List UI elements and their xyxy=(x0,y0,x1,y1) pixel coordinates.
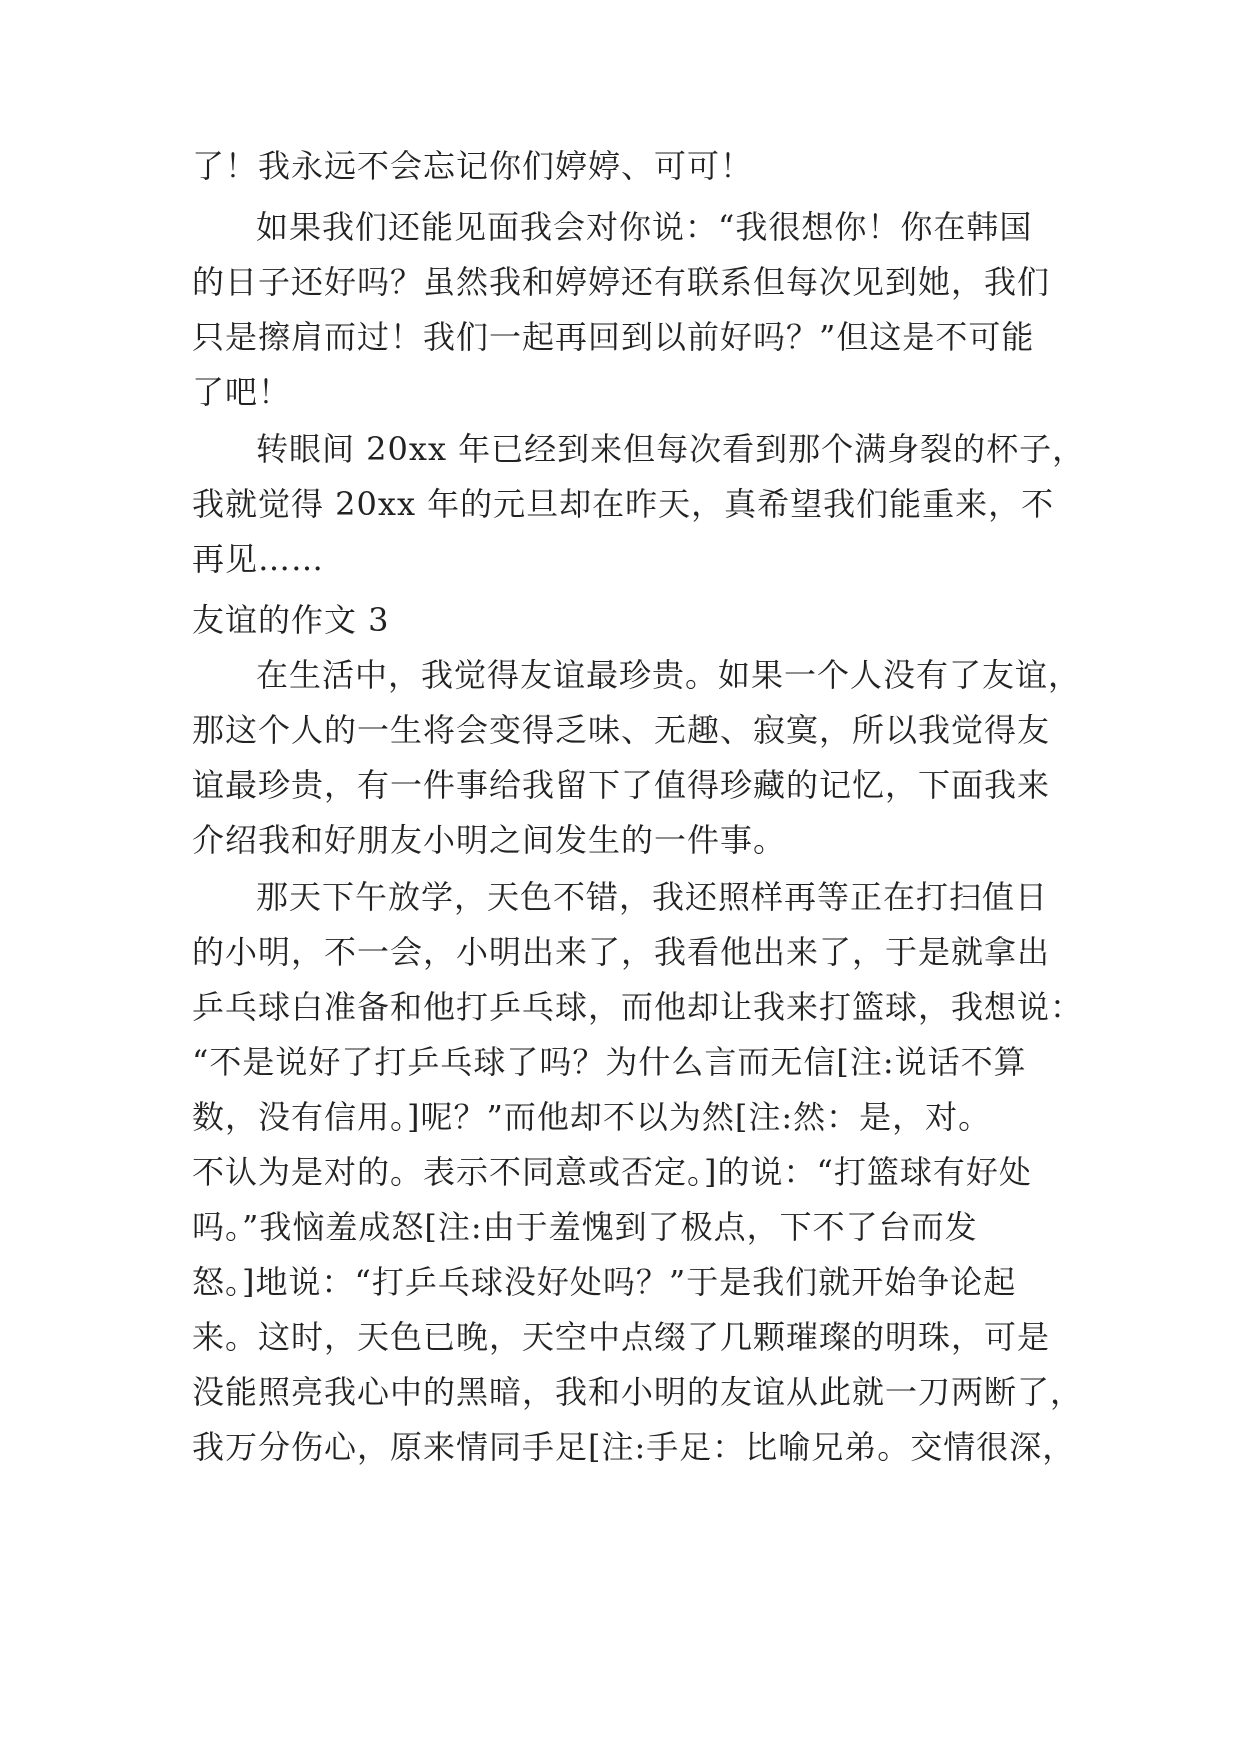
text-line: 怒。]地说：“打乒乓球没好处吗？”于是我们就开始争论起 xyxy=(192,1263,1017,1301)
text-line: 没能照亮我心中的黑暗，我和小明的友谊从此就一刀两断了， xyxy=(192,1373,1084,1411)
text-line: 那这个人的一生将会变得乏味、无趣、寂寞，所以我觉得友 xyxy=(192,711,1051,749)
text-line: 了吧！ xyxy=(192,373,292,411)
text-line: 介绍我和好朋友小明之间发生的一件事。 xyxy=(192,821,787,859)
text-line: 不认为是对的。表示不同意或否定。]的说：“打篮球有好处 xyxy=(192,1153,1032,1191)
text-line: 谊最珍贵，有一件事给我留下了值得珍藏的记忆，下面我来 xyxy=(192,766,1051,804)
text-line: 转眼间 20xx 年已经到来但每次看到那个满身裂的杯子， xyxy=(256,430,1086,468)
text-line: “不是说好了打乒乓球了吗？为什么言而无信[注:说话不算 xyxy=(192,1043,1027,1081)
text-line: 的小明，不一会，小明出来了，我看他出来了，于是就拿出 xyxy=(192,933,1051,971)
text-line: 我万分伤心，原来情同手足[注:手足：比喻兄弟。交情很深， xyxy=(192,1428,1076,1466)
text-line: 如果我们还能见面我会对你说：“我很想你！你在韩国 xyxy=(256,208,1033,246)
text-line: 的日子还好吗？虽然我和婷婷还有联系但每次见到她，我们 xyxy=(192,263,1051,301)
text-line: 乒乓球白准备和他打乒乓球，而他却让我来打篮球，我想说： xyxy=(192,988,1084,1026)
text-line: 吗。”我恼羞成怒[注:由于羞愧到了极点，下不了台而发 xyxy=(192,1208,978,1246)
text-line: 在生活中，我觉得友谊最珍贵。如果一个人没有了友谊， xyxy=(256,656,1082,694)
text-line: 再见…… xyxy=(192,540,325,578)
text-line: 来。这时，天色已晚，天空中点缀了几颗璀璨的明珠，可是 xyxy=(192,1318,1051,1356)
section-heading: 友谊的作文 3 xyxy=(192,601,390,639)
text-line: 数，没有信用。]呢？”而他却不以为然[注:然：是，对。 xyxy=(192,1098,992,1136)
text-line: 只是擦肩而过！我们一起再回到以前好吗？”但这是不可能 xyxy=(192,318,1035,356)
text-line: 那天下午放学，天色不错，我还照样再等正在打扫值日 xyxy=(256,878,1049,916)
text-line: 我就觉得 20xx 年的元旦却在昨天，真希望我们能重来，不 xyxy=(192,485,1055,523)
text-line: 了！我永远不会忘记你们婷婷、可可！ xyxy=(192,147,754,185)
